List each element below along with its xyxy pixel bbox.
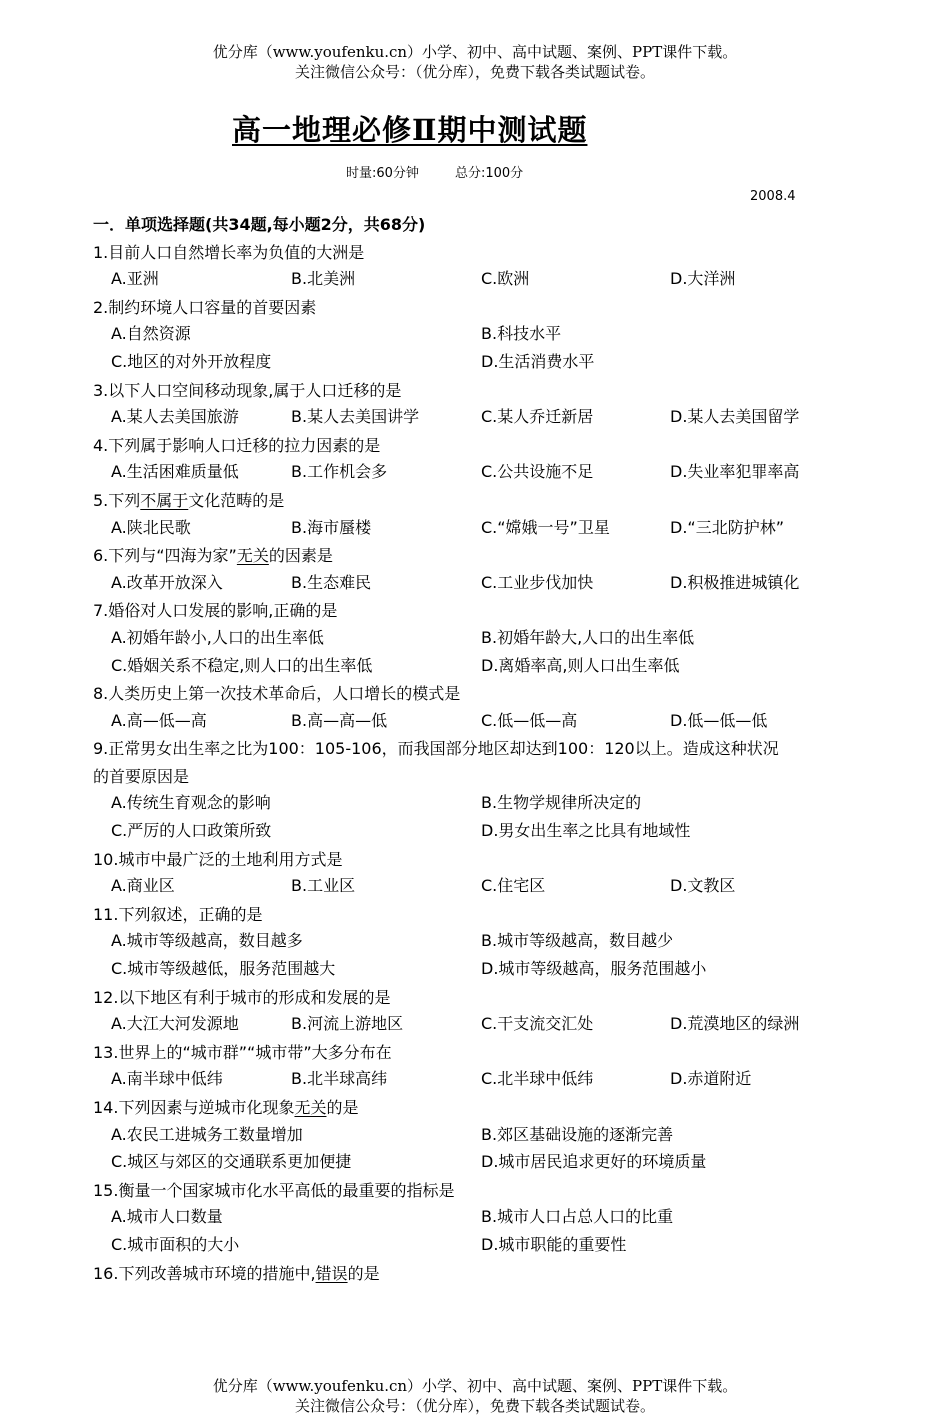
q7-option-c: C.婚姻关系不稳定,则人口的出生率低 bbox=[111, 655, 373, 675]
q9-option-d: D.男女出生率之比具有地域性 bbox=[481, 821, 691, 841]
q6-option-c: C.工业步伐加快 bbox=[481, 572, 594, 592]
question-15-options-row2 bbox=[93, 1232, 853, 1260]
q6-option-a: A.改革开放深入 bbox=[111, 572, 223, 592]
q12-option-b: B.河流上游地区 bbox=[291, 1014, 404, 1034]
q2-option-a: A.自然资源 bbox=[111, 324, 191, 344]
bottom-banner bbox=[0, 1376, 950, 1416]
question-2-options-row2 bbox=[93, 349, 853, 377]
question-6-options bbox=[93, 570, 853, 598]
q14-option-d: D.城市居民追求更好的环境质量 bbox=[481, 1152, 707, 1172]
q15-option-c: C.城市面积的大小 bbox=[111, 1234, 240, 1254]
banner-line-1: 优分库（www.youfenku.cn）小学、初中、高中试题、案例、PPT课件下载。 bbox=[212, 43, 738, 61]
question-3-stem: 3.以下人口空间移动现象,属于人口迁移的是 bbox=[93, 380, 402, 400]
q5-stem-prefix: 5.下列 bbox=[93, 490, 141, 510]
q9-option-c: C.严厉的人口政策所致 bbox=[111, 821, 272, 841]
q13-option-a: A.南半球中低纬 bbox=[111, 1069, 223, 1089]
exam-title: 高一地理必修Ⅱ期中测试题 bbox=[232, 113, 588, 147]
question-6-stem bbox=[93, 542, 853, 570]
q4-option-a: A.生活困难质量低 bbox=[111, 462, 239, 482]
q6-stem-emphasis: 无关 bbox=[236, 546, 269, 566]
q6-stem-suffix: 的因素是 bbox=[268, 546, 333, 566]
question-2-stem: 2.制约环境人口容量的首要因素 bbox=[93, 297, 317, 317]
q7-option-d: D.离婚率高,则人口出生率低 bbox=[481, 655, 680, 675]
question-11-options-row2 bbox=[93, 956, 853, 984]
q16-stem-suffix: 的是 bbox=[347, 1263, 380, 1283]
question-12-options bbox=[93, 1011, 853, 1039]
question-4-options bbox=[93, 459, 853, 487]
question-5-options bbox=[93, 515, 853, 543]
question-5-stem bbox=[93, 487, 853, 515]
footer-line-1: 优分库（www.youfenku.cn）小学、初中、高中试题、案例、PPT课件下载。 bbox=[212, 1377, 738, 1395]
q2-option-d: D.生活消费水平 bbox=[481, 351, 595, 371]
banner-line-2: 关注微信公众号：（优分库），免费下载各类试题试卷。 bbox=[294, 63, 655, 81]
question-10-options bbox=[93, 873, 853, 901]
q8-option-c: C.低—低—高 bbox=[481, 710, 578, 730]
question-13-stem: 13.世界上的“城市群”“城市带”大多分布在 bbox=[93, 1042, 392, 1062]
q15-option-d: D.城市职能的重要性 bbox=[481, 1234, 627, 1254]
q11-option-a: A.城市等级越高，数目越多 bbox=[111, 931, 303, 951]
q4-option-b: B.工作机会多 bbox=[291, 462, 388, 482]
question-1-options bbox=[93, 266, 853, 294]
q5-option-c: C.“嫦娥一号”卫星 bbox=[481, 517, 610, 537]
q6-option-d: D.积极推进城镇化 bbox=[670, 572, 800, 592]
q10-option-d: D.文教区 bbox=[670, 876, 736, 896]
q11-option-d: D.城市等级越高，服务范围越小 bbox=[481, 959, 707, 979]
q14-option-a: A.农民工进城务工数量增加 bbox=[111, 1124, 303, 1144]
q10-option-b: B.工业区 bbox=[291, 876, 356, 896]
q8-option-d: D.低—低—低 bbox=[670, 710, 768, 730]
q1-option-c: C.欧洲 bbox=[481, 269, 530, 289]
q14-option-c: C.城区与郊区的交通联系更加便捷 bbox=[111, 1152, 352, 1172]
q3-option-d: D.某人去美国留学 bbox=[670, 407, 800, 427]
q6-option-b: B.生态难民 bbox=[291, 572, 372, 592]
q16-stem-emphasis: 错误 bbox=[315, 1263, 348, 1283]
q7-option-a: A.初婚年龄小,人口的出生率低 bbox=[111, 627, 324, 647]
q8-option-b: B.高—高—低 bbox=[291, 710, 388, 730]
question-3-options bbox=[93, 404, 853, 432]
question-11-options-row1 bbox=[93, 928, 853, 956]
q1-option-a: A.亚洲 bbox=[111, 269, 159, 289]
question-10-stem: 10.城市中最广泛的土地利用方式是 bbox=[93, 849, 343, 869]
q4-option-c: C.公共设施不足 bbox=[481, 462, 594, 482]
q15-option-b: B.城市人口占总人口的比重 bbox=[481, 1207, 674, 1227]
q1-option-d: D.大洋洲 bbox=[670, 269, 736, 289]
question-7-options-row1 bbox=[93, 625, 853, 653]
question-2-options-row1 bbox=[93, 321, 853, 349]
q14-option-b: B.郊区基础设施的逐渐完善 bbox=[481, 1124, 674, 1144]
question-12-stem: 12.以下地区有利于城市的形成和发展的是 bbox=[93, 987, 391, 1007]
q3-option-c: C.某人乔迁新居 bbox=[481, 407, 594, 427]
question-16-stem bbox=[93, 1260, 853, 1288]
q5-option-b: B.海市蜃楼 bbox=[291, 517, 372, 537]
exam-total-score: 总分:100分 bbox=[454, 166, 524, 181]
q10-option-a: A.商业区 bbox=[111, 876, 175, 896]
q12-option-a: A.大江大河发源地 bbox=[111, 1014, 239, 1034]
question-15-options-row1 bbox=[93, 1204, 853, 1232]
question-11-stem: 11.下列叙述，正确的是 bbox=[93, 904, 263, 924]
q7-option-b: B.初婚年龄大,人口的出生率低 bbox=[481, 627, 695, 647]
q11-option-b: B.城市等级越高，数目越少 bbox=[481, 931, 674, 951]
q10-option-c: C.住宅区 bbox=[481, 876, 546, 896]
q11-option-c: C.城市等级越低，服务范围越大 bbox=[111, 959, 336, 979]
q5-option-a: A.陕北民歌 bbox=[111, 517, 191, 537]
exam-duration: 时量:60分钟 bbox=[346, 166, 419, 181]
q2-option-c: C.地区的对外开放程度 bbox=[111, 351, 272, 371]
exam-content bbox=[93, 211, 853, 1287]
q16-stem-prefix: 16.下列改善城市环境的措施中, bbox=[93, 1263, 316, 1283]
q12-option-d: D.荒漠地区的绿洲 bbox=[670, 1014, 800, 1034]
q5-stem-suffix: 文化范畴的是 bbox=[188, 490, 285, 510]
q13-option-c: C.北半球中低纬 bbox=[481, 1069, 594, 1089]
q9-option-b: B.生物学规律所决定的 bbox=[481, 793, 642, 813]
question-14-options-row2 bbox=[93, 1149, 853, 1177]
q15-option-a: A.城市人口数量 bbox=[111, 1207, 223, 1227]
q9-option-a: A.传统生育观念的影响 bbox=[111, 793, 271, 813]
question-9-options-row1 bbox=[93, 790, 853, 818]
question-7-stem: 7.婚俗对人口发展的影响,正确的是 bbox=[93, 601, 338, 621]
q4-option-d: D.失业率犯罪率高 bbox=[670, 462, 800, 482]
question-9-stem-line1: 9.正常男女出生率之比为100：105-106，而我国部分地区却达到100：120以上。造成这种状况 bbox=[93, 739, 779, 759]
exam-date: 2008.4 bbox=[750, 189, 796, 204]
section-heading: 一．单项选择题(共34题,每小题2分，共68分) bbox=[93, 215, 426, 234]
question-8-options bbox=[93, 708, 853, 736]
question-13-options bbox=[93, 1066, 853, 1094]
q3-option-a: A.某人去美国旅游 bbox=[111, 407, 239, 427]
q1-option-b: B.北美洲 bbox=[291, 269, 356, 289]
exam-info bbox=[346, 162, 523, 181]
q2-option-b: B.科技水平 bbox=[481, 324, 562, 344]
top-banner bbox=[0, 42, 950, 82]
question-15-stem: 15.衡量一个国家城市化水平高低的最重要的指标是 bbox=[93, 1180, 455, 1200]
q14-stem-emphasis: 无关 bbox=[294, 1098, 327, 1117]
q8-option-a: A.高—低—高 bbox=[111, 710, 207, 730]
question-8-stem: 8.人类历史上第一次技术革命后，人口增长的模式是 bbox=[93, 684, 461, 704]
question-1-stem: 1.目前人口自然增长率为负值的大洲是 bbox=[93, 242, 365, 262]
q3-option-b: B.某人去美国讲学 bbox=[291, 407, 420, 427]
question-4-stem: 4.下列属于影响人口迁移的拉力因素的是 bbox=[93, 435, 381, 455]
q5-option-d: D.“三北防护林” bbox=[670, 517, 784, 537]
q13-option-d: D.赤道附近 bbox=[670, 1069, 752, 1089]
question-7-options-row2 bbox=[93, 653, 853, 681]
q12-option-c: C.干支流交汇处 bbox=[481, 1014, 594, 1034]
q14-stem-suffix: 的是 bbox=[326, 1098, 359, 1117]
footer-line-2: 关注微信公众号：（优分库），免费下载各类试题试卷。 bbox=[294, 1397, 655, 1415]
q6-stem-prefix: 6.下列与“四海为家” bbox=[93, 546, 237, 566]
question-9-stem-line2: 的首要原因是 bbox=[93, 766, 190, 786]
question-14-stem bbox=[93, 1094, 853, 1122]
q14-stem-prefix: 14.下列因素与逆城市化现象 bbox=[93, 1098, 295, 1117]
question-14-options-row1 bbox=[93, 1122, 853, 1150]
question-9-options-row2 bbox=[93, 818, 853, 846]
q5-stem-emphasis: 不属于 bbox=[140, 490, 189, 510]
q13-option-b: B.北半球高纬 bbox=[291, 1069, 388, 1089]
